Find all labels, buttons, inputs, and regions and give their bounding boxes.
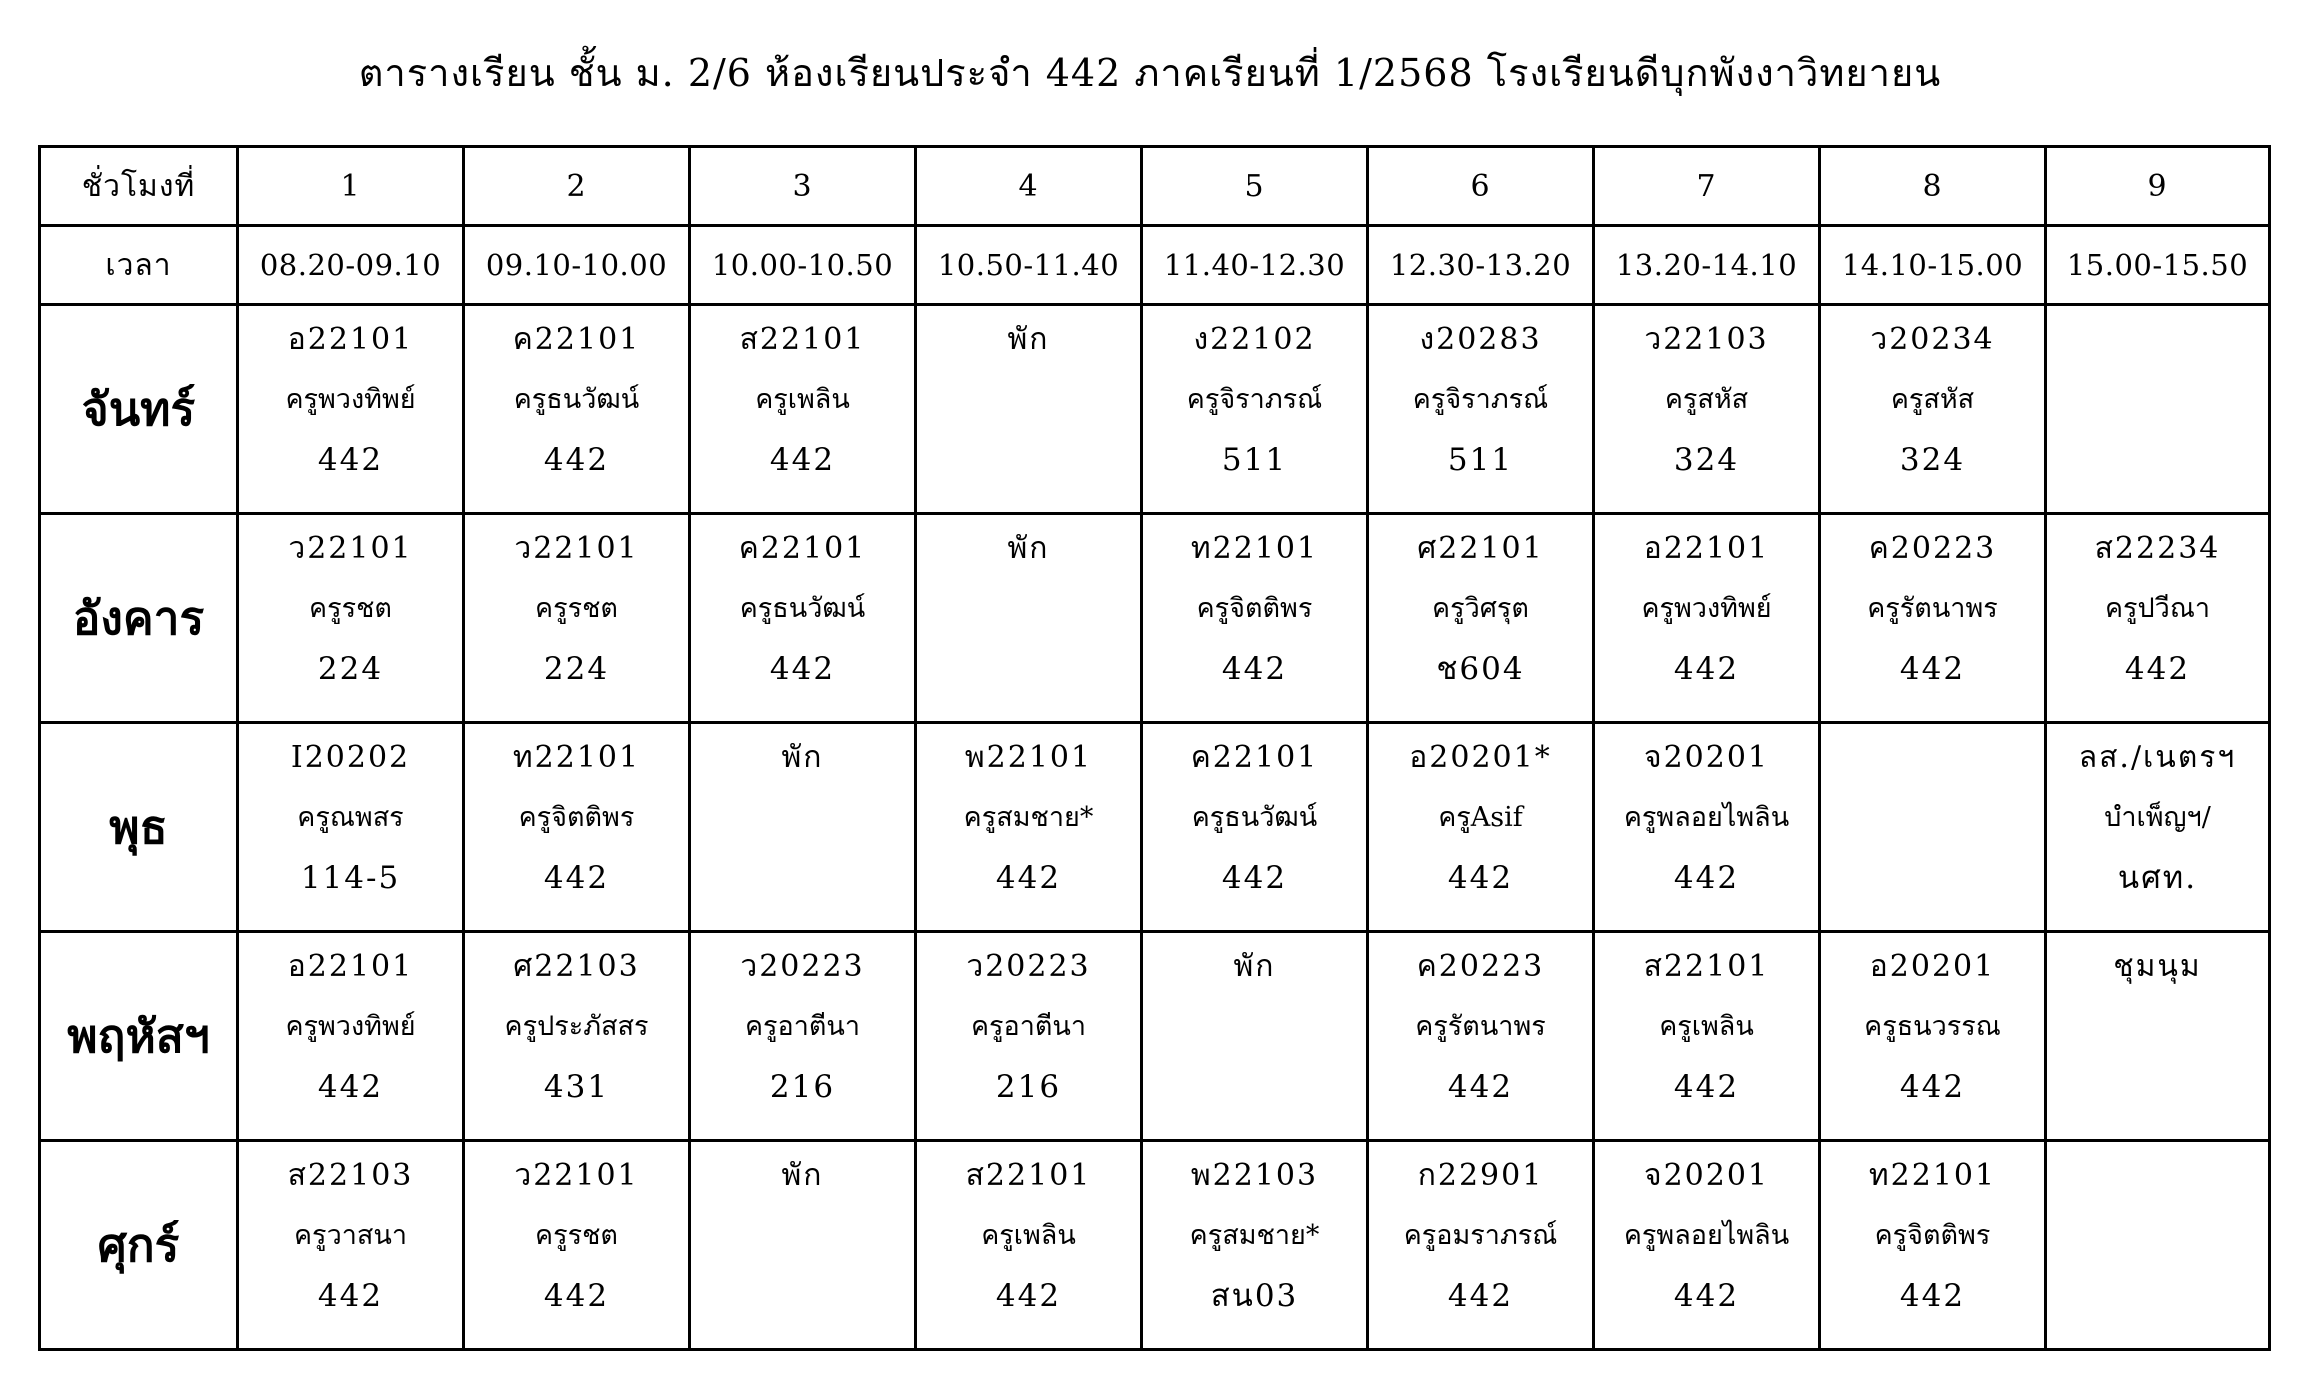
subject-code: ว22101 [288, 531, 413, 566]
room-number: 442 [1673, 651, 1740, 687]
teacher-name: ครูอมราภรณ์ [1403, 1220, 1558, 1251]
period-number: 8 [1820, 147, 2046, 226]
cell-content [1369, 724, 1592, 930]
schedule-cell [1368, 723, 1594, 932]
subject-code: อ22101 [1643, 531, 1770, 566]
subject-code: ลส./เนตรฯ [2078, 740, 2237, 775]
subject-code: จ20201 [1643, 1158, 1769, 1193]
day-name: อังคาร [40, 514, 238, 723]
schedule-cell [1594, 932, 1820, 1141]
cell-content [1143, 515, 1366, 721]
cell-content [691, 1142, 914, 1348]
teacher-name: ครูเพลิน [755, 384, 850, 415]
teacher-name: ครูสมชาย* [963, 802, 1094, 833]
page-title: ตารางเรียน ชั้น ม. 2/6 ห้องเรียนประจำ 442 ภาคเรียนที่ 1/2568 โรงเรียนดีบุกพังงาวิทยายน [358, 51, 1942, 95]
period-number: 6 [1368, 147, 1594, 226]
time-label: เวลา [40, 226, 238, 305]
teacher-name: ครูพลอยไพลิน [1623, 1220, 1790, 1251]
teacher-name: ครูรชต [309, 593, 392, 624]
room-number: 224 [543, 651, 610, 687]
timetable-body [40, 147, 2270, 1350]
day-name: ศุกร์ [40, 1141, 238, 1350]
schedule-cell [1820, 305, 2046, 514]
subject-code: ว22101 [514, 531, 639, 566]
schedule-cell [1594, 514, 1820, 723]
cell-content [1595, 306, 1818, 512]
room-number: 442 [1447, 860, 1514, 896]
timetable [38, 145, 2271, 1351]
room-number: 216 [995, 1069, 1062, 1105]
schedule-cell [1368, 305, 1594, 514]
cell-content [1821, 306, 2044, 512]
schedule-cell [916, 1141, 1142, 1350]
schedule-cell [238, 514, 464, 723]
subject-code: อ22101 [287, 949, 414, 984]
subject-code: ศ22101 [1417, 531, 1544, 566]
schedule-cell [1142, 1141, 1368, 1350]
teacher-name: ครูรชต [535, 593, 618, 624]
room-number: 511 [1447, 442, 1514, 478]
room-number: 442 [1899, 1278, 1966, 1314]
teacher-name: ครูสหัส [1890, 384, 1975, 415]
subject-code: ว20234 [1870, 322, 1995, 357]
cell-content [917, 515, 1140, 721]
schedule-cell [1820, 514, 2046, 723]
room-number: 442 [1899, 651, 1966, 687]
period-number: 4 [916, 147, 1142, 226]
cell-content [1143, 724, 1366, 930]
schedule-cell [238, 305, 464, 514]
cell-content [1821, 515, 2044, 721]
schedule-cell [916, 723, 1142, 932]
day-row [40, 305, 2270, 514]
cell-content [2047, 933, 2268, 1139]
subject-code: ศ22103 [513, 949, 640, 984]
period-label: ชั่วโมงที่ [40, 147, 238, 226]
day-name: จันทร์ [40, 305, 238, 514]
cell-content [691, 515, 914, 721]
subject-code: พัก [781, 740, 824, 775]
cell-content [917, 724, 1140, 930]
day-row [40, 723, 2270, 932]
cell-content [1595, 724, 1818, 930]
subject-code: ว20223 [966, 949, 1091, 984]
schedule-cell [2046, 514, 2270, 723]
schedule-cell [2046, 1141, 2270, 1350]
time-slot: 12.30-13.20 [1368, 226, 1594, 305]
room-number: 224 [317, 651, 384, 687]
cell-content [465, 515, 688, 721]
teacher-name: ครูรัตนาพร [1415, 1011, 1546, 1042]
room-number: 442 [1221, 651, 1288, 687]
teacher-name: บำเพ็ญฯ/ [2104, 802, 2211, 833]
room-number: 114-5 [300, 860, 401, 896]
cell-content [239, 1142, 462, 1348]
schedule-cell [1594, 305, 1820, 514]
subject-code: พัก [1007, 322, 1050, 357]
room-number: 216 [769, 1069, 836, 1105]
subject-code: จ20201 [1643, 740, 1769, 775]
cell-content [1369, 1142, 1592, 1348]
subject-code: ท22101 [1190, 531, 1319, 566]
room-number: 442 [1221, 860, 1288, 896]
teacher-name: ครูรชต [535, 1220, 618, 1251]
room-number: 442 [995, 860, 1062, 896]
teacher-name: ครูธนวัฒน์ [513, 384, 640, 415]
cell-content [239, 933, 462, 1139]
cell-content [917, 306, 1140, 512]
room-number: 324 [1899, 442, 1966, 478]
room-number: 442 [543, 442, 610, 478]
schedule-cell [238, 723, 464, 932]
schedule-cell [1820, 723, 2046, 932]
schedule-cell [464, 1141, 690, 1350]
schedule-cell [1142, 514, 1368, 723]
cell-content [691, 724, 914, 930]
room-number: 442 [317, 1278, 384, 1314]
subject-code: ค20223 [1416, 949, 1545, 984]
room-number: 442 [317, 1069, 384, 1105]
cell-content [1369, 933, 1592, 1139]
cell-content [2047, 306, 2268, 512]
period-number: 5 [1142, 147, 1368, 226]
subject-code: ส22103 [287, 1158, 414, 1193]
schedule-cell [916, 514, 1142, 723]
subject-code: ส22101 [1643, 949, 1770, 984]
day-row [40, 932, 2270, 1141]
time-slot: 14.10-15.00 [1820, 226, 2046, 305]
cell-content [1369, 306, 1592, 512]
schedule-cell [464, 723, 690, 932]
cell-content [239, 724, 462, 930]
subject-code: I20202 [290, 740, 411, 775]
subject-code: พัก [1233, 949, 1276, 984]
cell-content [2047, 515, 2268, 721]
cell-content [917, 1142, 1140, 1348]
period-number: 2 [464, 147, 690, 226]
teacher-name: ครูวาสนา [294, 1220, 407, 1251]
subject-code: ง20283 [1419, 322, 1542, 357]
time-slot: 11.40-12.30 [1142, 226, 1368, 305]
room-number: 442 [543, 860, 610, 896]
room-number: 324 [1673, 442, 1740, 478]
subject-code: ว22103 [1644, 322, 1769, 357]
schedule-cell [238, 932, 464, 1141]
cell-content [1821, 724, 2044, 930]
subject-code: อ20201* [1409, 740, 1552, 775]
time-slot: 13.20-14.10 [1594, 226, 1820, 305]
period-number: 1 [238, 147, 464, 226]
cell-content [1821, 1142, 2044, 1348]
time-slot: 15.00-15.50 [2046, 226, 2270, 305]
subject-code: ค22101 [738, 531, 867, 566]
teacher-name: ครูประภัสสร [504, 1011, 649, 1042]
room-number: 442 [769, 442, 836, 478]
time-slot: 10.50-11.40 [916, 226, 1142, 305]
room-number: 442 [1673, 860, 1740, 896]
teacher-name: ครูอาตีนา [744, 1011, 861, 1042]
room-number: 442 [1447, 1278, 1514, 1314]
cell-content [465, 306, 688, 512]
room-number: 442 [1899, 1069, 1966, 1105]
teacher-name: ครูสมชาย* [1189, 1220, 1320, 1251]
teacher-name: ครูอาตีนา [970, 1011, 1087, 1042]
schedule-cell [1142, 932, 1368, 1141]
teacher-name: ครูจิตติพร [1874, 1220, 1991, 1251]
schedule-cell [1368, 932, 1594, 1141]
cell-content [2047, 1142, 2268, 1348]
period-number: 3 [690, 147, 916, 226]
subject-code: ค20223 [1868, 531, 1997, 566]
teacher-name: ครูพวงทิพย์ [285, 384, 416, 415]
schedule-cell [690, 723, 916, 932]
teacher-name: ครูณพสร [297, 802, 404, 833]
cell-content [691, 933, 914, 1139]
subject-code: อ22101 [287, 322, 414, 357]
room-number: 442 [1673, 1069, 1740, 1105]
subject-code: ท22101 [1868, 1158, 1997, 1193]
teacher-name: ครูสหัส [1664, 384, 1749, 415]
cell-content [1369, 515, 1592, 721]
teacher-name: ครูพวงทิพย์ [1641, 593, 1772, 624]
cell-content [2047, 724, 2268, 930]
day-row [40, 514, 2270, 723]
subject-code: อ20201 [1869, 949, 1996, 984]
subject-code: ส22234 [2094, 531, 2221, 566]
period-number: 9 [2046, 147, 2270, 226]
subject-code: ค22101 [512, 322, 641, 357]
day-name: พุธ [40, 723, 238, 932]
schedule-cell [690, 932, 916, 1141]
schedule-cell [916, 932, 1142, 1141]
cell-content [465, 1142, 688, 1348]
time-header-row [40, 226, 2270, 305]
time-slot: 09.10-10.00 [464, 226, 690, 305]
schedule-cell [464, 514, 690, 723]
teacher-name: ครูธนวัฒน์ [739, 593, 866, 624]
cell-content [691, 306, 914, 512]
schedule-cell [1820, 1141, 2046, 1350]
subject-code: ง22102 [1193, 322, 1316, 357]
room-number: สน03 [1210, 1278, 1299, 1314]
teacher-name: ครูธนวรรณ [1864, 1011, 2001, 1042]
room-number: ช604 [1436, 651, 1525, 687]
teacher-name: ครูรัตนาพร [1867, 593, 1998, 624]
cell-content [1595, 1142, 1818, 1348]
schedule-cell [464, 305, 690, 514]
cell-content [917, 933, 1140, 1139]
room-number: 442 [543, 1278, 610, 1314]
teacher-name: ครูเพลิน [981, 1220, 1076, 1251]
teacher-name: ครูพวงทิพย์ [285, 1011, 416, 1042]
cell-content [239, 515, 462, 721]
room-number: 442 [769, 651, 836, 687]
cell-content [1595, 933, 1818, 1139]
schedule-cell [1820, 932, 2046, 1141]
schedule-cell [690, 305, 916, 514]
room-number: 511 [1221, 442, 1288, 478]
teacher-name: ครูวิศรุต [1432, 593, 1529, 624]
subject-code: พ22103 [1190, 1158, 1319, 1193]
time-slot: 08.20-09.10 [238, 226, 464, 305]
subject-code: ว20223 [740, 949, 865, 984]
schedule-cell [2046, 932, 2270, 1141]
cell-content [1143, 1142, 1366, 1348]
period-header-row [40, 147, 2270, 226]
schedule-cell [690, 1141, 916, 1350]
subject-code: ท22101 [512, 740, 641, 775]
teacher-name: ครูจิราภรณ์ [1412, 384, 1549, 415]
room-number: 442 [1447, 1069, 1514, 1105]
subject-code: พัก [781, 1158, 824, 1193]
period-number: 7 [1594, 147, 1820, 226]
teacher-name: ครูจิตติพร [518, 802, 635, 833]
schedule-cell [1594, 723, 1820, 932]
subject-code: ว22101 [514, 1158, 639, 1193]
teacher-name: ครูพลอยไพลิน [1623, 802, 1790, 833]
subject-code: ค22101 [1190, 740, 1319, 775]
teacher-name: ครูจิราภรณ์ [1186, 384, 1323, 415]
teacher-name: ครูจิตติพร [1196, 593, 1313, 624]
room-number: 442 [1673, 1278, 1740, 1314]
schedule-cell [690, 514, 916, 723]
teacher-name: ครูAsif [1438, 802, 1523, 833]
cell-content [465, 933, 688, 1139]
room-number: นศท. [2117, 860, 2198, 896]
teacher-name: ครูเพลิน [1659, 1011, 1754, 1042]
schedule-cell [1368, 514, 1594, 723]
cell-content [465, 724, 688, 930]
cell-content [1821, 933, 2044, 1139]
subject-code: ชุมนุม [2113, 949, 2202, 984]
day-name: พฤหัสฯ [40, 932, 238, 1141]
subject-code: ส22101 [965, 1158, 1092, 1193]
subject-code: พัก [1007, 531, 1050, 566]
schedule-cell [916, 305, 1142, 514]
cell-content [1143, 306, 1366, 512]
subject-code: ส22101 [739, 322, 866, 357]
cell-content [239, 306, 462, 512]
day-row [40, 1141, 2270, 1350]
cell-content [1595, 515, 1818, 721]
schedule-cell [2046, 723, 2270, 932]
room-number: 431 [543, 1069, 610, 1105]
room-number: 442 [2124, 651, 2191, 687]
teacher-name: ครูธนวัฒน์ [1191, 802, 1318, 833]
time-slot: 10.00-10.50 [690, 226, 916, 305]
schedule-cell [1142, 723, 1368, 932]
room-number: 442 [317, 442, 384, 478]
schedule-cell [464, 932, 690, 1141]
schedule-cell [1142, 305, 1368, 514]
schedule-cell [238, 1141, 464, 1350]
subject-code: ก22901 [1417, 1158, 1544, 1193]
subject-code: พ22101 [964, 740, 1093, 775]
schedule-cell [1368, 1141, 1594, 1350]
schedule-cell [1594, 1141, 1820, 1350]
schedule-cell [2046, 305, 2270, 514]
teacher-name: ครูปวีณา [2104, 593, 2211, 624]
room-number: 442 [995, 1278, 1062, 1314]
cell-content [1143, 933, 1366, 1139]
